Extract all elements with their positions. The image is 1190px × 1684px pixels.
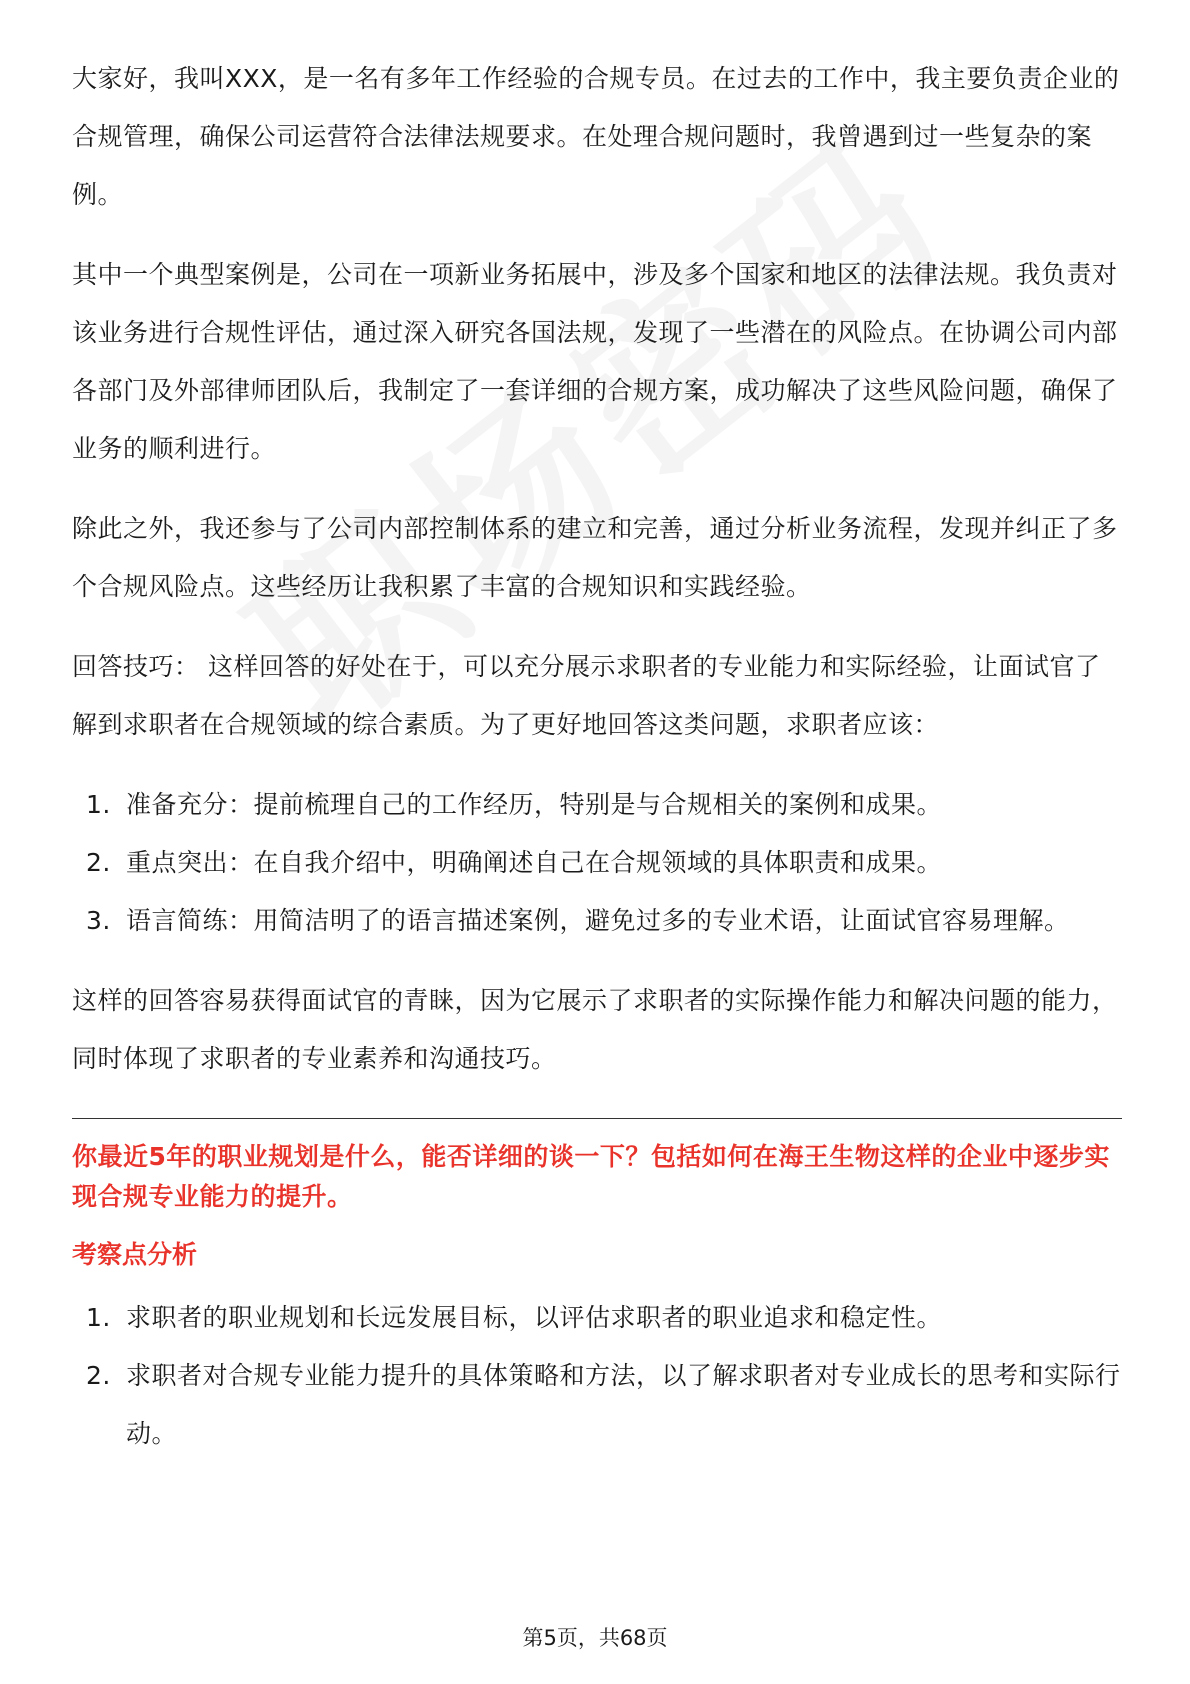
- list-text: 求职者对合规专业能力提升的具体策略和方法，以了解求职者对专业成长的思考和实际行动。: [126, 1361, 1121, 1448]
- page-footer: 第5页，共68页: [522, 1626, 668, 1650]
- list-number: 1.: [86, 790, 111, 819]
- list-item: [72, 1347, 1122, 1463]
- document-page: [72, 50, 1122, 1485]
- list-item: [72, 834, 1122, 892]
- list-number: 1.: [86, 1303, 111, 1332]
- list-item: [72, 776, 1122, 834]
- paragraph-extra: 除此之外，我还参与了公司内部控制体系的建立和完善，通过分析业务流程，发现并纠正了多个合规风险点。这些经历让我积累了丰富的合规知识和实践经验。: [72, 514, 1118, 601]
- list-item: [72, 892, 1122, 950]
- list-item: [72, 1289, 1122, 1347]
- paragraph-conclusion: 这样的回答容易获得面试官的青睐，因为它展示了求职者的实际操作能力和解决问题的能力，同时体现了求职者的专业素养和沟通技巧。: [72, 986, 1118, 1073]
- list-number: 3.: [86, 906, 111, 935]
- interview-question: 你最近5年的职业规划是什么，能否详细的谈一下？包括如何在海王生物这样的企业中逐步实现合规专业能力的提升。: [72, 1142, 1110, 1211]
- list-text: 重点突出：在自我介绍中，明确阐述自己在合规领域的具体职责和成果。: [126, 848, 943, 877]
- list-text: 准备充分：提前梳理自己的工作经历，特别是与合规相关的案例和成果。: [126, 790, 943, 819]
- list-number: 2.: [86, 1361, 111, 1390]
- paragraph-tips-intro: 回答技巧： 这样回答的好处在于，可以充分展示求职者的专业能力和实际经验，让面试官了解到求职者在合规领域的综合素质。为了更好地回答这类问题，求职者应该：: [72, 652, 1101, 739]
- tips-list: [72, 776, 1122, 950]
- analysis-list: [72, 1289, 1122, 1463]
- analysis-title: 考察点分析: [72, 1240, 198, 1269]
- list-text: 求职者的职业规划和长远发展目标，以评估求职者的职业追求和稳定性。: [126, 1303, 943, 1332]
- paragraph-intro: 大家好，我叫XXX，是一名有多年工作经验的合规专员。在过去的工作中，我主要负责企业的合规管理，确保公司运营符合法律法规要求。在处理合规问题时，我曾遇到过一些复杂的案例。: [72, 64, 1120, 209]
- paragraph-case: 其中一个典型案例是，公司在一项新业务拓展中，涉及多个国家和地区的法律法规。我负责对该业务进行合规性评估，通过深入研究各国法规，发现了一些潜在的风险点。在协调公司内部各部门及外部律师团队后，我制定了一套详细的合规方案，成功解决了这些风险问题，确保了业务的顺利进行。: [72, 260, 1118, 463]
- section-divider: [72, 1118, 1122, 1119]
- list-number: 2.: [86, 848, 111, 877]
- list-text: 语言简练：用简洁明了的语言描述案例，避免过多的专业术语，让面试官容易理解。: [126, 906, 1070, 935]
